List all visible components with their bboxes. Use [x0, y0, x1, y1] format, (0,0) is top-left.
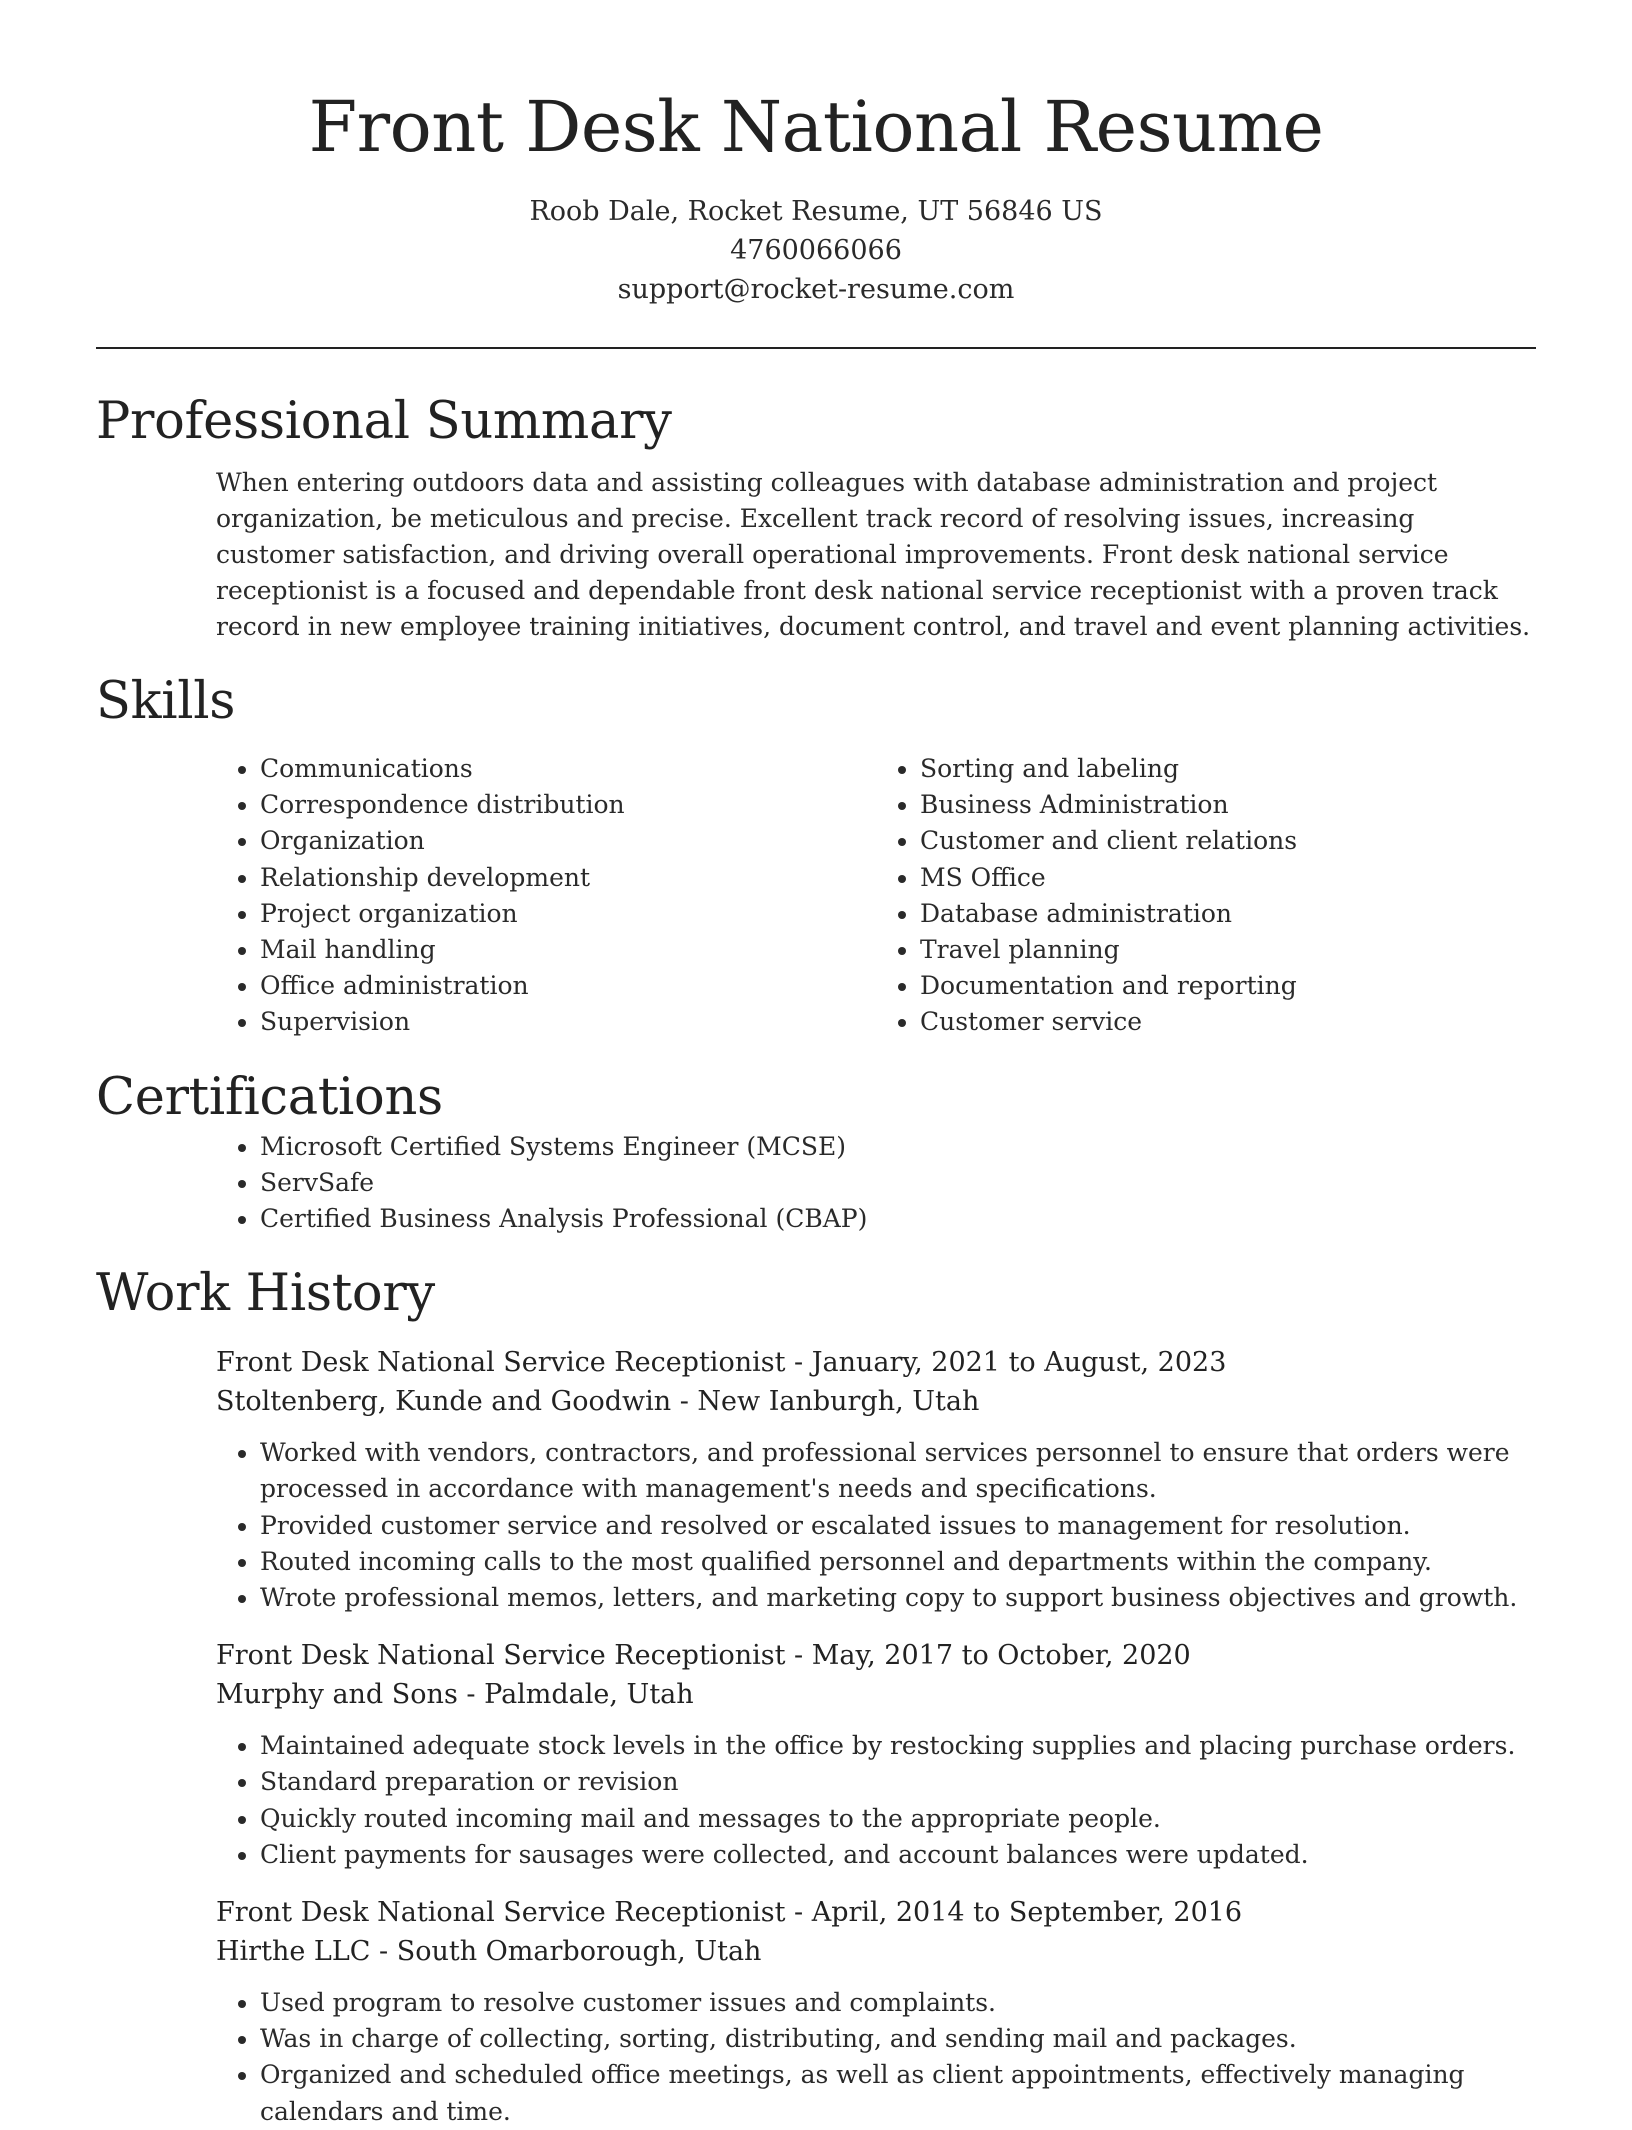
job-location: Palmdale, Utah [484, 1679, 694, 1711]
job-duties [216, 1435, 1536, 1616]
contact-block [96, 192, 1536, 309]
skills-list-left [96, 751, 876, 1041]
job-duty: • Was in charge of collecting, sorting, distributing, and sending mail and packages. [260, 2021, 1536, 2057]
certifications-heading: Certifications [96, 1067, 443, 1127]
certification-item: • Microsoft Certified Systems Engineer (MCSE) [260, 1129, 1536, 1165]
job-title-line: Front Desk National Service Receptionist - January, 2021 to August, 2023 [216, 1347, 1227, 1379]
job-entry [216, 1636, 1536, 1873]
certification-item: • Certified Business Analysis Professional (CBAP) [260, 1201, 1536, 1237]
job-duty: • Maintained adequate stock levels in the office by restocking supplies and placing purchase orders. [260, 1728, 1536, 1764]
job-duty: • Routed incoming calls to the most qualified personnel and departments within the company. [260, 1544, 1536, 1580]
skill-item: • Organization [260, 823, 876, 859]
contact-address: Roob Dale, Rocket Resume, UT 56846 US [529, 196, 1103, 227]
work-history-heading: Work History [96, 1264, 435, 1324]
job-title: Front Desk National Service Receptionist [216, 1640, 786, 1672]
job-title: Front Desk National Service Receptionist [216, 1347, 786, 1379]
skill-item: • Project organization [260, 896, 876, 932]
job-company: Hirthe LLC [216, 1936, 371, 1968]
job-company-line: Hirthe LLC - South Omarborough, Utah [216, 1936, 762, 1968]
job-duty: • Provided customer service and resolved or escalated issues to management for resolution. [260, 1508, 1536, 1544]
skill-item: • Communications [260, 751, 876, 787]
skill-item: • Sorting and labeling [920, 751, 1536, 787]
job-company: Murphy and Sons [216, 1679, 458, 1711]
job-entry [216, 1343, 1536, 1616]
job-duty: • Worked with vendors, contractors, and professional services personnel to ensure that orders were processed in accordance with management's needs and specifications. [260, 1435, 1536, 1507]
job-entry [216, 1893, 1536, 2130]
certification-item: • ServSafe [260, 1165, 1536, 1201]
summary-text: When entering outdoors data and assisting colleagues with database administration and project organization, be meticulous and precise. Excellent track record of resolving issues, increasing customer satisfaction, and driving overall operational improvements. Front desk national service receptionist is a focused and dependable front desk national service receptionist with a proven track record in new employee training initiatives, document control, and travel and event planning activities. [216, 468, 1531, 641]
job-duty: • Standard preparation or revision [260, 1764, 1536, 1800]
job-duty: • Client payments for sausages were collected, and account balances were updated. [260, 1837, 1536, 1873]
contact-phone: 4760066066 [730, 235, 902, 266]
header-divider [96, 347, 1536, 349]
job-title-line: Front Desk National Service Receptionist - May, 2017 to October, 2020 [216, 1640, 1191, 1672]
skill-item: • Travel planning [920, 932, 1536, 968]
resume-header [96, 0, 1536, 309]
skill-item: • Customer and client relations [920, 823, 1536, 859]
job-company: Stoltenberg, Kunde and Goodwin [216, 1386, 672, 1418]
job-duties [216, 1985, 1536, 2130]
job-location: New Ianburgh, Utah [697, 1386, 980, 1418]
job-dates: April, 2014 to September, 2016 [811, 1897, 1243, 1929]
skill-item: • Supervision [260, 1004, 876, 1040]
job-dates: May, 2017 to October, 2020 [811, 1640, 1191, 1672]
skill-item: • Correspondence distribution [260, 787, 876, 823]
skill-item: • Mail handling [260, 932, 876, 968]
job-duties [216, 1728, 1536, 1873]
job-duty: • Quickly routed incoming mail and messages to the appropriate people. [260, 1801, 1536, 1837]
job-company-line: Murphy and Sons - Palmdale, Utah [216, 1679, 694, 1711]
skill-item: • Database administration [920, 896, 1536, 932]
job-title-line: Front Desk National Service Receptionist - April, 2014 to September, 2016 [216, 1897, 1243, 1929]
skill-item: • Office administration [260, 968, 876, 1004]
skills-list-right [896, 751, 1536, 1041]
skill-item: • Relationship development [260, 860, 876, 896]
job-duty: • Wrote professional memos, letters, and marketing copy to support business objectives and growth. [260, 1580, 1536, 1616]
job-dates: January, 2021 to August, 2023 [811, 1347, 1227, 1379]
resume-title: Front Desk National Resume [308, 86, 1324, 168]
skill-item: • Customer service [920, 1004, 1536, 1040]
job-duty: • Organized and scheduled office meetings, as well as client appointments, effectively managing calendars and time. [260, 2057, 1536, 2129]
skill-item: • Business Administration [920, 787, 1536, 823]
job-title: Front Desk National Service Receptionist [216, 1897, 786, 1929]
job-location: South Omarborough, Utah [396, 1936, 762, 1968]
job-duty: • Used program to resolve customer issues and complaints. [260, 1985, 1536, 2021]
summary-heading: Professional Summary [96, 392, 672, 451]
certifications-list [96, 1129, 1536, 1238]
skills-heading: Skills [96, 672, 236, 731]
skill-item: • MS Office [920, 860, 1536, 896]
contact-email: support@rocket-resume.com [617, 274, 1015, 305]
job-company-line: Stoltenberg, Kunde and Goodwin - New Ianburgh, Utah [216, 1386, 980, 1418]
skill-item: • Documentation and reporting [920, 968, 1536, 1004]
skills-columns [96, 751, 1536, 1041]
